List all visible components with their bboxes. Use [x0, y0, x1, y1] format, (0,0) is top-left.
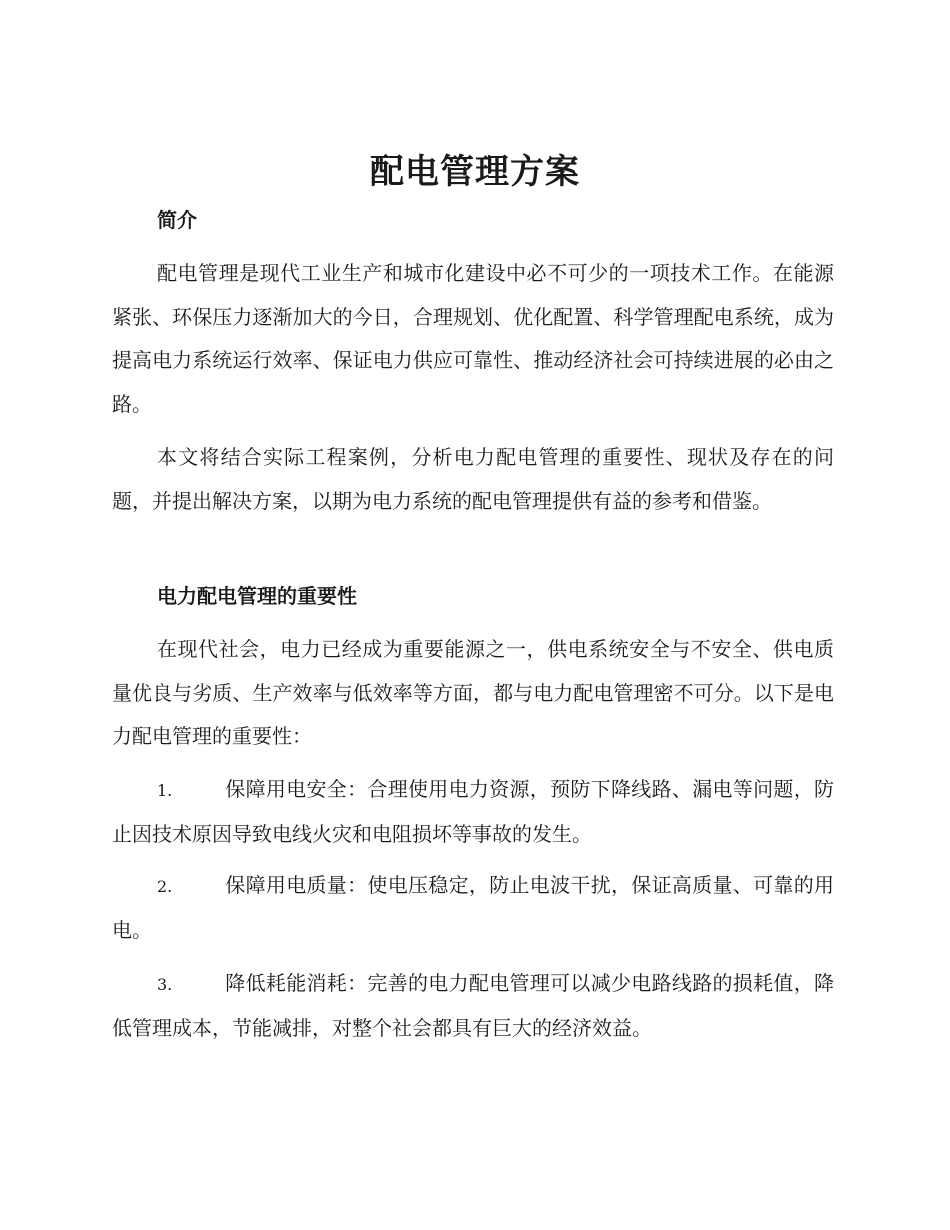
- section-heading-intro: 简介: [157, 208, 197, 232]
- paragraph: 配电管理是现代工业生产和城市化建设中必不可少的一项技术工作。在能源紧张、环保压力逐渐加大的今日，合理规划、优化配置、科学管理配电系统，成为提高电力系统运行效率、保证电力供应可靠性、推动经济社会可持续进展的必由之路。: [112, 261, 834, 416]
- list-item-text: 保障用电质量：使电压稳定，防止电波干扰，保证高质量、可靠的用电。: [112, 873, 834, 942]
- list-item-number: 2.: [157, 877, 173, 896]
- paragraph: 在现代社会，电力已经成为重要能源之一，供电系统安全与不安全、供电质量优良与劣质、生产效率与低效率等方面，都与电力配电管理密不可分。以下是电力配电管理的重要性：: [112, 637, 834, 748]
- list-item-number: 1.: [157, 781, 173, 800]
- list-item: [112, 768, 834, 856]
- list-item-text: 降低耗能消耗：完善的电力配电管理可以减少电路线路的损耗值，降低管理成本，节能减排，对整个社会都具有巨大的经济效益。: [112, 971, 834, 1040]
- list-item: [112, 864, 834, 952]
- list-item: [112, 962, 834, 1050]
- paragraph: 本文将结合实际工程案例，分析电力配电管理的重要性、现状及存在的问题，并提出解决方案，以期为电力系统的配电管理提供有益的参考和借鉴。: [112, 445, 834, 513]
- list-item-text: 保障用电安全：合理使用电力资源，预防下降线路、漏电等问题，防止因技术原因导致电线火灾和电阻损坏等事故的发生。: [112, 777, 834, 846]
- section-heading-importance: 电力配电管理的重要性: [157, 584, 357, 608]
- document-title: 配电管理方案: [370, 152, 580, 192]
- list-item-number: 3.: [157, 975, 173, 994]
